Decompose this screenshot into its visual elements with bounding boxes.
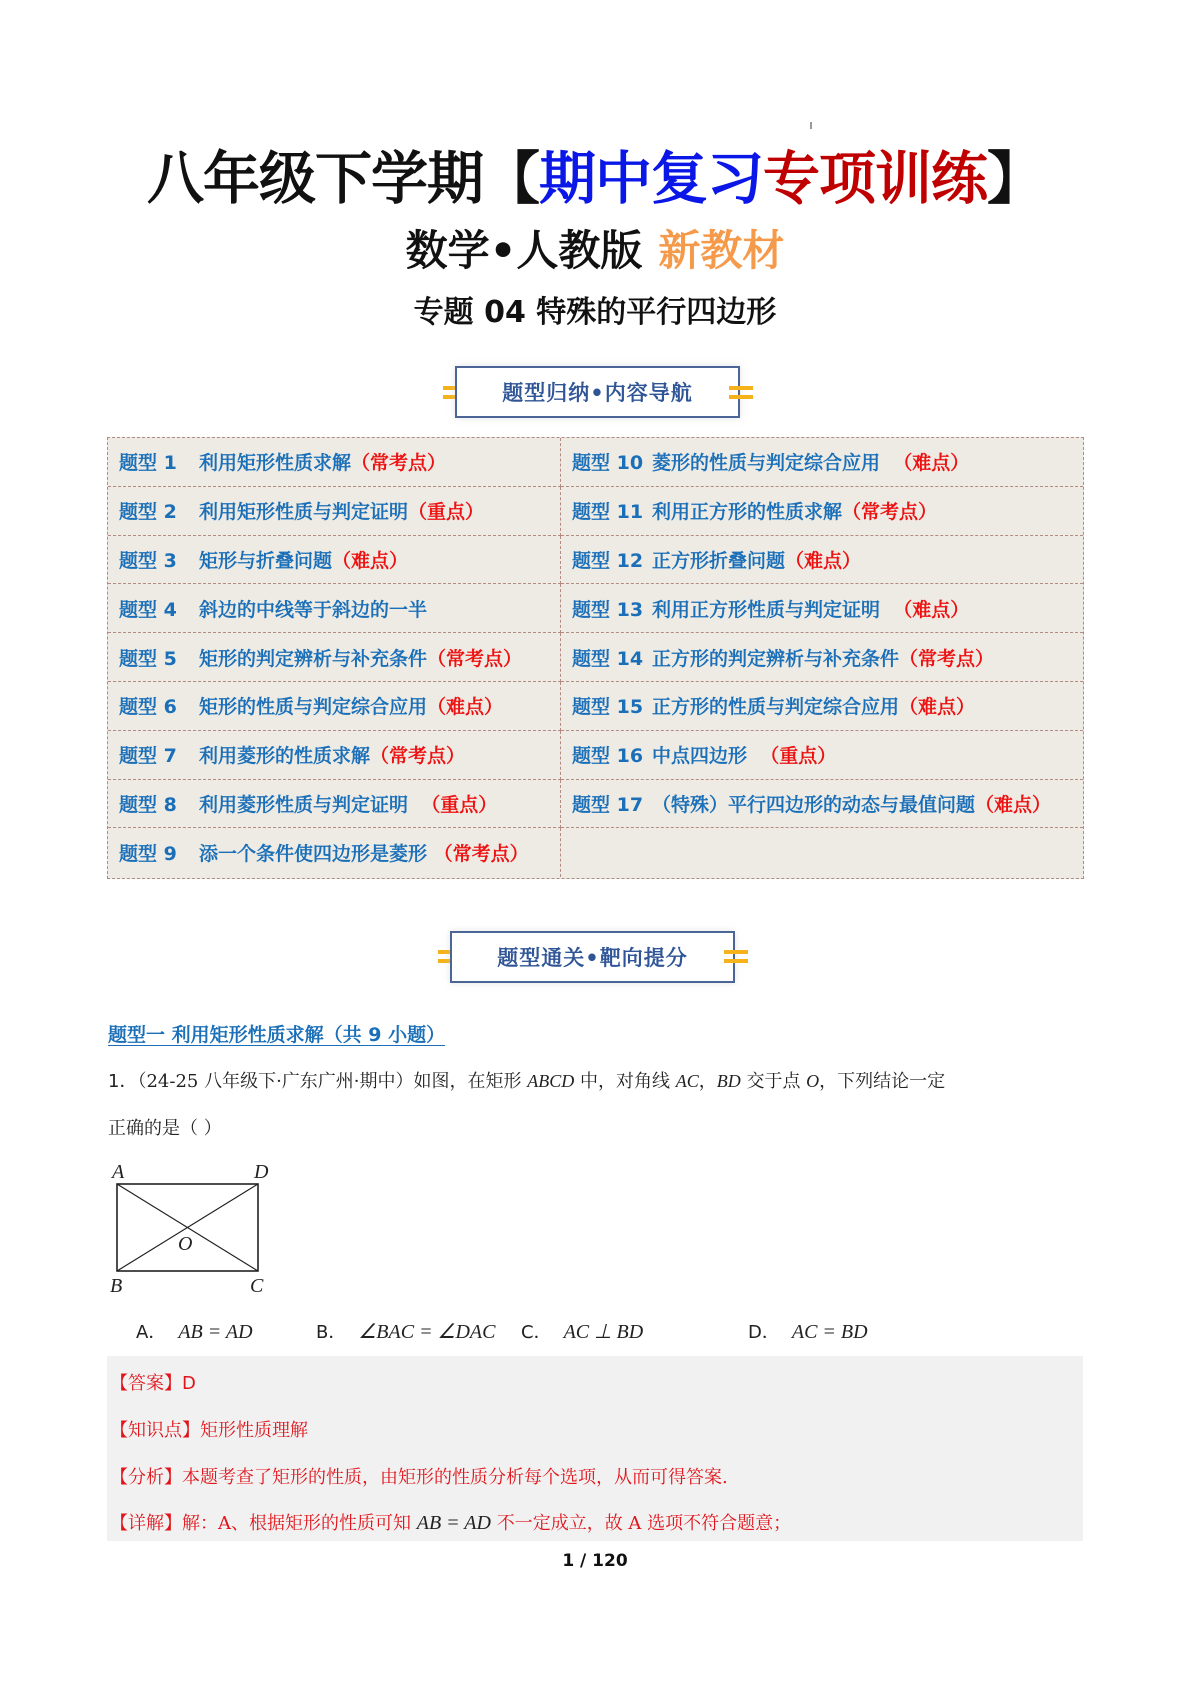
- label-o: O: [178, 1233, 193, 1255]
- option-d[interactable]: [748, 1318, 868, 1344]
- toc-title: 利用正方形的性质求解: [652, 501, 843, 524]
- toc-tag: （常考点）: [427, 647, 523, 670]
- rectangle-diagram: [100, 1160, 300, 1300]
- toc-tag: （难点）: [893, 598, 970, 621]
- toc-tag: （难点）: [975, 793, 1052, 816]
- toc-item-9[interactable]: [108, 828, 561, 877]
- label-c: C: [250, 1275, 264, 1297]
- subtitle-accent: 新教材: [658, 226, 785, 275]
- toc-tag: （难点）: [785, 549, 862, 572]
- toc-num: 题型 1: [119, 452, 177, 475]
- analysis-label: 【分析】: [110, 1467, 182, 1488]
- question-text: ，: [698, 1071, 717, 1092]
- page-number: 1 / 120: [562, 1551, 628, 1571]
- title-suffix: 】: [987, 146, 1043, 212]
- option-a[interactable]: [136, 1318, 253, 1344]
- question-text: 如图，在矩形: [413, 1071, 528, 1092]
- document-subtitle: [0, 224, 1190, 278]
- option-expr: ∠BAC = ∠DAC: [358, 1321, 496, 1343]
- toc-num: 题型 3: [119, 549, 177, 572]
- toc-tag: （难点）: [332, 549, 409, 572]
- toc-item-8[interactable]: [108, 780, 561, 829]
- document-title: [0, 146, 1190, 212]
- toc-num: 题型 13: [572, 598, 644, 621]
- question-number: 1．: [108, 1071, 138, 1092]
- toc-tag: （常考点）: [351, 452, 447, 475]
- toc-item-4[interactable]: [108, 584, 561, 633]
- toc-item-3[interactable]: [108, 536, 561, 585]
- topic-title: 专题 04 特殊的平行四边形: [413, 295, 777, 330]
- option-expr: AC ⊥ BD: [563, 1321, 644, 1343]
- question-text: 交于点: [740, 1071, 807, 1092]
- question-text: ，下列结论一定: [819, 1071, 946, 1092]
- toc-title: 利用正方形性质与判定证明: [652, 598, 894, 621]
- knowledge-line: [110, 1416, 308, 1442]
- toc-title: 斜边的中线等于斜边的一半: [199, 598, 428, 621]
- toc-num: 题型 6: [119, 696, 177, 719]
- option-letter: D．: [748, 1322, 780, 1343]
- question-text: 中，对角线: [574, 1071, 676, 1092]
- detail-line: [110, 1509, 791, 1535]
- toc-num: 题型 2: [119, 501, 177, 524]
- detail-text: 不一定成立，故 A 选项不符合题意；: [490, 1513, 792, 1534]
- toc-tag: （难点）: [427, 696, 504, 719]
- toc-title: （特殊）平行四边形的动态与最值问题: [652, 793, 976, 816]
- toc-title: 正方形的性质与判定综合应用: [652, 696, 900, 719]
- label-d: D: [254, 1161, 269, 1183]
- answer-explanation-box: [107, 1356, 1083, 1541]
- analysis-line: [110, 1463, 728, 1489]
- knowledge-label: 【知识点】: [110, 1420, 200, 1441]
- option-c[interactable]: [521, 1318, 643, 1344]
- title-red-part: 专项训练: [763, 146, 987, 212]
- practice-banner-label: 题型通关•靶向提分: [497, 946, 688, 970]
- topic-navigation-table: [107, 437, 1084, 879]
- toc-num: 题型 11: [572, 501, 644, 524]
- question-line-1: [108, 1058, 1083, 1105]
- toc-item-7[interactable]: [108, 731, 561, 780]
- banner-right-tick-icon: [724, 950, 748, 964]
- toc-tag: （难点）: [899, 696, 976, 719]
- navigation-banner-label: 题型归纳•内容导航: [502, 381, 693, 405]
- toc-item-6[interactable]: [108, 682, 561, 731]
- toc-title: 中点四边形: [652, 745, 761, 768]
- toc-title: 矩形的性质与判定综合应用: [199, 696, 428, 719]
- analysis-value: 本题考查了矩形的性质，由矩形的性质分析每个选项，从而可得答案.: [182, 1467, 728, 1488]
- toc-title: 矩形的判定辨析与补充条件: [199, 647, 428, 670]
- toc-item-2[interactable]: [108, 487, 561, 536]
- math-var: BD: [716, 1071, 741, 1091]
- toc-item-12[interactable]: [561, 536, 1083, 585]
- option-b[interactable]: [316, 1318, 496, 1344]
- toc-item-14[interactable]: [561, 633, 1083, 682]
- math-var: O: [806, 1071, 820, 1091]
- toc-title: 添一个条件使四边形是菱形: [199, 843, 434, 866]
- toc-num: 题型 8: [119, 793, 177, 816]
- toc-title: 菱形的性质与判定综合应用: [652, 452, 894, 475]
- option-letter: A．: [136, 1322, 167, 1343]
- toc-title: 利用菱形的性质求解: [199, 745, 371, 768]
- toc-tag: （重点）: [421, 793, 498, 816]
- toc-tag: （难点）: [893, 452, 970, 475]
- toc-item-13[interactable]: [561, 584, 1083, 633]
- subtitle-main: 数学•人教版: [405, 226, 643, 275]
- toc-tag: （重点）: [760, 745, 837, 768]
- answer-label: 【答案】: [110, 1373, 182, 1394]
- math-var: ABCD: [527, 1071, 575, 1091]
- title-prefix: 八年级下学期【: [147, 146, 539, 212]
- toc-title: 利用矩形性质求解: [199, 452, 352, 475]
- banner-right-tick-icon: [729, 386, 753, 400]
- toc-num: 题型 15: [572, 696, 644, 719]
- answer-line: [110, 1369, 196, 1395]
- toc-title: 利用菱形性质与判定证明: [199, 793, 422, 816]
- practice-banner: [450, 931, 735, 983]
- toc-tag: （常考点）: [433, 843, 529, 866]
- toc-item-17[interactable]: [561, 780, 1083, 829]
- option-expr: AC = BD: [791, 1321, 868, 1343]
- toc-title: 正方形折叠问题: [652, 549, 786, 572]
- toc-empty-cell: [561, 828, 1083, 877]
- math-var: AC: [675, 1071, 699, 1091]
- toc-tag: （重点）: [408, 501, 485, 524]
- label-b: B: [110, 1275, 123, 1297]
- toc-item-1[interactable]: [108, 438, 561, 487]
- knowledge-value: 矩形性质理解: [200, 1420, 308, 1441]
- toc-tag: （常考点）: [370, 745, 466, 768]
- toc-num: 题型 16: [572, 745, 644, 768]
- option-letter: C．: [521, 1322, 552, 1343]
- question-line-2: 正确的是（ ）: [108, 1118, 222, 1139]
- toc-item-10[interactable]: [561, 438, 1083, 487]
- option-expr: AB = AD: [178, 1321, 253, 1343]
- section-heading[interactable]: 题型一 利用矩形性质求解（共 9 小题）: [108, 1024, 446, 1046]
- toc-item-15[interactable]: [561, 682, 1083, 731]
- title-blue-part: 期中复习: [539, 146, 763, 212]
- question-source: （24-25 八年级下·广东广州·期中）: [137, 1071, 414, 1092]
- detail-expr: AB = AD: [416, 1512, 491, 1534]
- toc-item-16[interactable]: [561, 731, 1083, 780]
- toc-item-11[interactable]: [561, 487, 1083, 536]
- toc-num: 题型 17: [572, 793, 644, 816]
- answer-value: D: [182, 1373, 196, 1394]
- toc-num: 题型 12: [572, 549, 644, 572]
- toc-num: 题型 10: [572, 452, 644, 475]
- toc-title: 矩形与折叠问题: [199, 549, 333, 572]
- toc-tag: （常考点）: [899, 647, 995, 670]
- toc-tag: （常考点）: [842, 501, 938, 524]
- toc-num: 题型 9: [119, 843, 177, 866]
- toc-title: 利用矩形性质与判定证明: [199, 501, 409, 524]
- option-letter: B．: [316, 1322, 347, 1343]
- toc-item-5[interactable]: [108, 633, 561, 682]
- toc-num: 题型 14: [572, 647, 644, 670]
- toc-num: 题型 4: [119, 598, 177, 621]
- detail-text: 解：A、根据矩形的性质可知: [182, 1513, 417, 1534]
- detail-label: 【详解】: [110, 1513, 182, 1534]
- toc-num: 题型 5: [119, 647, 177, 670]
- navigation-banner: [455, 366, 740, 418]
- toc-title: 正方形的判定辨析与补充条件: [652, 647, 900, 670]
- label-a: A: [112, 1161, 125, 1183]
- toc-num: 题型 7: [119, 745, 177, 768]
- scan-artifact: [810, 122, 812, 129]
